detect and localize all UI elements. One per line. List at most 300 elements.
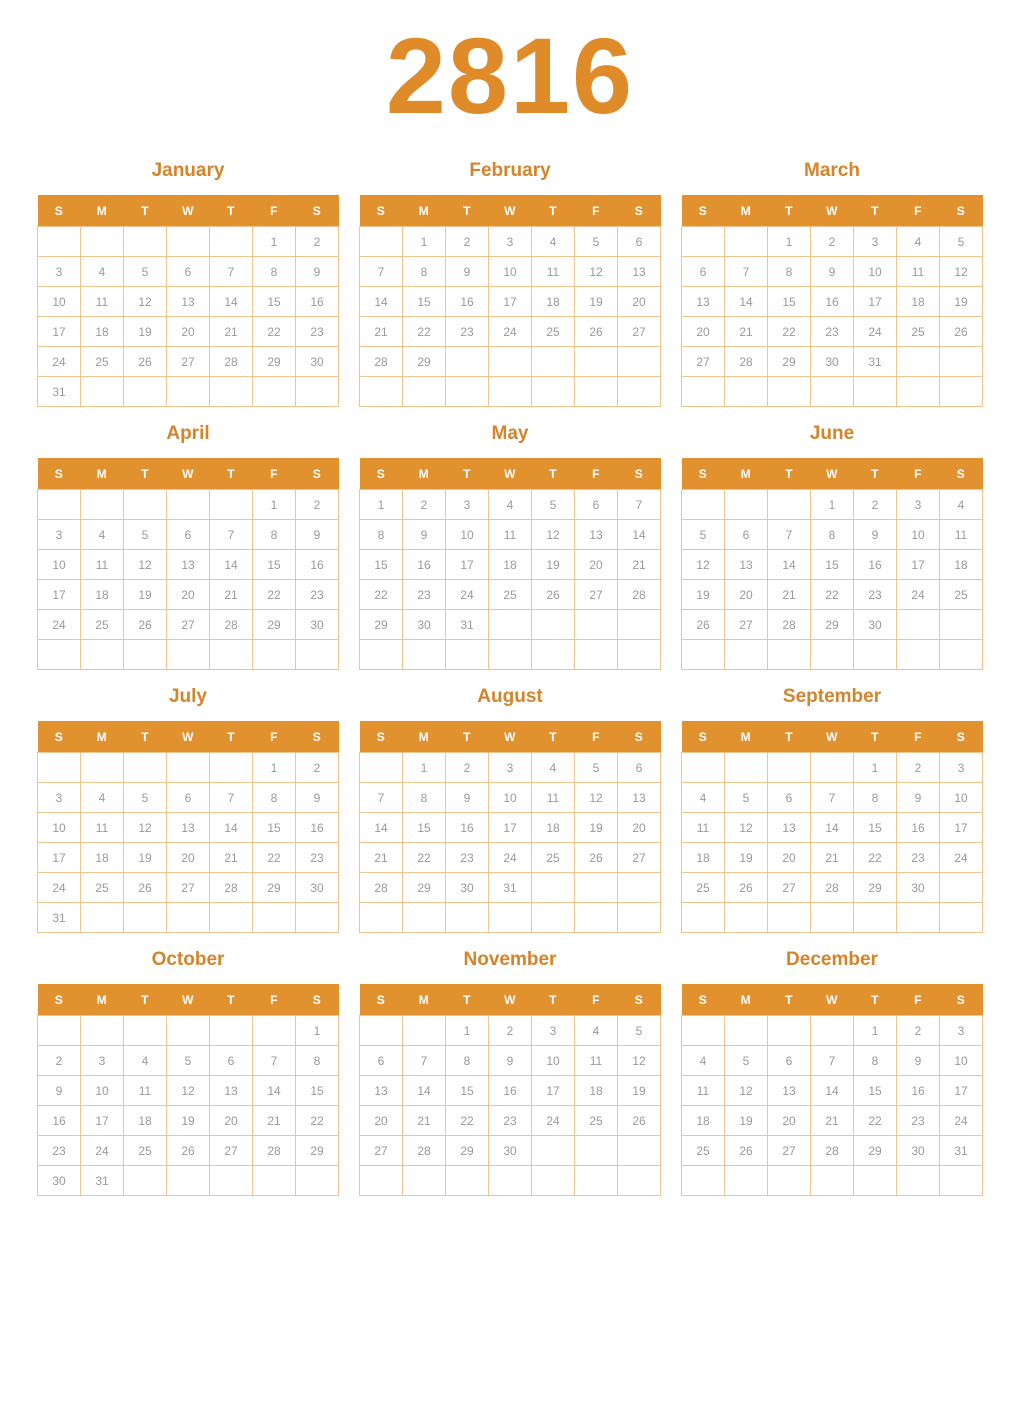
day-cell[interactable]: 24: [489, 317, 532, 347]
day-cell[interactable]: 3: [940, 1016, 983, 1046]
day-cell[interactable]: 23: [38, 1136, 81, 1166]
day-cell[interactable]: 8: [446, 1046, 489, 1076]
day-cell[interactable]: 7: [210, 783, 253, 813]
day-cell[interactable]: 7: [618, 490, 661, 520]
day-cell[interactable]: 18: [81, 580, 124, 610]
day-cell[interactable]: 1: [403, 227, 446, 257]
day-cell[interactable]: 7: [253, 1046, 296, 1076]
empty-day-cell[interactable]: [725, 753, 768, 783]
day-cell[interactable]: 14: [768, 550, 811, 580]
empty-day-cell[interactable]: [296, 640, 339, 670]
day-cell[interactable]: 10: [446, 520, 489, 550]
day-cell[interactable]: 3: [446, 490, 489, 520]
empty-day-cell[interactable]: [768, 903, 811, 933]
day-cell[interactable]: 23: [489, 1106, 532, 1136]
empty-day-cell[interactable]: [532, 1166, 575, 1196]
day-cell[interactable]: 2: [489, 1016, 532, 1046]
day-cell[interactable]: 9: [446, 257, 489, 287]
day-cell[interactable]: 22: [854, 1106, 897, 1136]
day-cell[interactable]: 13: [725, 550, 768, 580]
day-cell[interactable]: 31: [38, 903, 81, 933]
day-cell[interactable]: 5: [575, 227, 618, 257]
empty-day-cell[interactable]: [725, 1166, 768, 1196]
day-cell[interactable]: 7: [768, 520, 811, 550]
day-cell[interactable]: 18: [532, 287, 575, 317]
empty-day-cell[interactable]: [360, 753, 403, 783]
empty-day-cell[interactable]: [167, 640, 210, 670]
day-cell[interactable]: 18: [897, 287, 940, 317]
empty-day-cell[interactable]: [725, 1016, 768, 1046]
day-cell[interactable]: 26: [575, 843, 618, 873]
empty-day-cell[interactable]: [618, 1136, 661, 1166]
day-cell[interactable]: 11: [81, 287, 124, 317]
day-cell[interactable]: 19: [940, 287, 983, 317]
day-cell[interactable]: 4: [897, 227, 940, 257]
empty-day-cell[interactable]: [768, 1166, 811, 1196]
empty-day-cell[interactable]: [532, 873, 575, 903]
day-cell[interactable]: 23: [296, 843, 339, 873]
empty-day-cell[interactable]: [854, 377, 897, 407]
day-cell[interactable]: 6: [167, 783, 210, 813]
empty-day-cell[interactable]: [532, 1136, 575, 1166]
day-cell[interactable]: 14: [210, 287, 253, 317]
day-cell[interactable]: 18: [532, 813, 575, 843]
empty-day-cell[interactable]: [38, 1016, 81, 1046]
day-cell[interactable]: 30: [489, 1136, 532, 1166]
empty-day-cell[interactable]: [940, 903, 983, 933]
day-cell[interactable]: 4: [575, 1016, 618, 1046]
day-cell[interactable]: 19: [575, 287, 618, 317]
day-cell[interactable]: 30: [296, 347, 339, 377]
empty-day-cell[interactable]: [489, 347, 532, 377]
day-cell[interactable]: 20: [167, 317, 210, 347]
day-cell[interactable]: 5: [575, 753, 618, 783]
empty-day-cell[interactable]: [489, 610, 532, 640]
empty-day-cell[interactable]: [532, 610, 575, 640]
day-cell[interactable]: 21: [360, 843, 403, 873]
day-cell[interactable]: 21: [403, 1106, 446, 1136]
day-cell[interactable]: 10: [532, 1046, 575, 1076]
empty-day-cell[interactable]: [575, 377, 618, 407]
empty-day-cell[interactable]: [124, 377, 167, 407]
day-cell[interactable]: 25: [575, 1106, 618, 1136]
empty-day-cell[interactable]: [897, 1166, 940, 1196]
day-cell[interactable]: 20: [725, 580, 768, 610]
day-cell[interactable]: 23: [296, 317, 339, 347]
empty-day-cell[interactable]: [38, 227, 81, 257]
day-cell[interactable]: 15: [253, 550, 296, 580]
empty-day-cell[interactable]: [253, 903, 296, 933]
day-cell[interactable]: 20: [167, 580, 210, 610]
day-cell[interactable]: 4: [81, 257, 124, 287]
empty-day-cell[interactable]: [167, 753, 210, 783]
empty-day-cell[interactable]: [618, 347, 661, 377]
day-cell[interactable]: 20: [768, 843, 811, 873]
day-cell[interactable]: 28: [360, 347, 403, 377]
day-cell[interactable]: 23: [811, 317, 854, 347]
day-cell[interactable]: 16: [38, 1106, 81, 1136]
empty-day-cell[interactable]: [210, 753, 253, 783]
day-cell[interactable]: 17: [940, 813, 983, 843]
empty-day-cell[interactable]: [38, 753, 81, 783]
day-cell[interactable]: 29: [811, 610, 854, 640]
empty-day-cell[interactable]: [725, 640, 768, 670]
day-cell[interactable]: 23: [897, 1106, 940, 1136]
empty-day-cell[interactable]: [124, 903, 167, 933]
day-cell[interactable]: 30: [897, 1136, 940, 1166]
day-cell[interactable]: 29: [253, 873, 296, 903]
day-cell[interactable]: 13: [618, 783, 661, 813]
day-cell[interactable]: 27: [618, 843, 661, 873]
day-cell[interactable]: 22: [403, 843, 446, 873]
day-cell[interactable]: 18: [124, 1106, 167, 1136]
empty-day-cell[interactable]: [489, 903, 532, 933]
day-cell[interactable]: 9: [446, 783, 489, 813]
day-cell[interactable]: 9: [489, 1046, 532, 1076]
empty-day-cell[interactable]: [768, 490, 811, 520]
empty-day-cell[interactable]: [940, 377, 983, 407]
day-cell[interactable]: 3: [897, 490, 940, 520]
day-cell[interactable]: 30: [854, 610, 897, 640]
day-cell[interactable]: 4: [682, 783, 725, 813]
day-cell[interactable]: 12: [124, 287, 167, 317]
day-cell[interactable]: 17: [489, 287, 532, 317]
day-cell[interactable]: 29: [768, 347, 811, 377]
empty-day-cell[interactable]: [811, 640, 854, 670]
day-cell[interactable]: 13: [618, 257, 661, 287]
empty-day-cell[interactable]: [167, 1166, 210, 1196]
empty-day-cell[interactable]: [575, 640, 618, 670]
day-cell[interactable]: 24: [940, 1106, 983, 1136]
day-cell[interactable]: 9: [854, 520, 897, 550]
day-cell[interactable]: 12: [124, 813, 167, 843]
empty-day-cell[interactable]: [167, 227, 210, 257]
day-cell[interactable]: 28: [210, 347, 253, 377]
empty-day-cell[interactable]: [167, 377, 210, 407]
day-cell[interactable]: 11: [575, 1046, 618, 1076]
day-cell[interactable]: 9: [811, 257, 854, 287]
day-cell[interactable]: 22: [253, 843, 296, 873]
day-cell[interactable]: 3: [38, 257, 81, 287]
empty-day-cell[interactable]: [489, 1166, 532, 1196]
day-cell[interactable]: 27: [167, 610, 210, 640]
empty-day-cell[interactable]: [210, 490, 253, 520]
day-cell[interactable]: 19: [124, 317, 167, 347]
day-cell[interactable]: 5: [618, 1016, 661, 1046]
day-cell[interactable]: 29: [403, 347, 446, 377]
day-cell[interactable]: 9: [296, 520, 339, 550]
day-cell[interactable]: 28: [768, 610, 811, 640]
day-cell[interactable]: 13: [575, 520, 618, 550]
empty-day-cell[interactable]: [811, 1166, 854, 1196]
day-cell[interactable]: 3: [81, 1046, 124, 1076]
day-cell[interactable]: 21: [725, 317, 768, 347]
day-cell[interactable]: 17: [940, 1076, 983, 1106]
empty-day-cell[interactable]: [81, 753, 124, 783]
day-cell[interactable]: 8: [403, 257, 446, 287]
empty-day-cell[interactable]: [725, 227, 768, 257]
day-cell[interactable]: 24: [940, 843, 983, 873]
day-cell[interactable]: 19: [618, 1076, 661, 1106]
day-cell[interactable]: 19: [575, 813, 618, 843]
empty-day-cell[interactable]: [38, 640, 81, 670]
day-cell[interactable]: 1: [854, 1016, 897, 1046]
day-cell[interactable]: 27: [360, 1136, 403, 1166]
empty-day-cell[interactable]: [210, 903, 253, 933]
day-cell[interactable]: 22: [253, 317, 296, 347]
day-cell[interactable]: 25: [532, 843, 575, 873]
day-cell[interactable]: 7: [811, 783, 854, 813]
day-cell[interactable]: 15: [854, 1076, 897, 1106]
day-cell[interactable]: 16: [897, 813, 940, 843]
empty-day-cell[interactable]: [360, 1166, 403, 1196]
day-cell[interactable]: 19: [682, 580, 725, 610]
day-cell[interactable]: 15: [854, 813, 897, 843]
day-cell[interactable]: 2: [811, 227, 854, 257]
day-cell[interactable]: 13: [682, 287, 725, 317]
day-cell[interactable]: 27: [210, 1136, 253, 1166]
empty-day-cell[interactable]: [618, 903, 661, 933]
day-cell[interactable]: 3: [940, 753, 983, 783]
empty-day-cell[interactable]: [210, 1166, 253, 1196]
day-cell[interactable]: 4: [940, 490, 983, 520]
day-cell[interactable]: 24: [489, 843, 532, 873]
day-cell[interactable]: 25: [940, 580, 983, 610]
day-cell[interactable]: 6: [167, 257, 210, 287]
day-cell[interactable]: 9: [897, 783, 940, 813]
day-cell[interactable]: 17: [854, 287, 897, 317]
day-cell[interactable]: 9: [403, 520, 446, 550]
day-cell[interactable]: 23: [446, 843, 489, 873]
day-cell[interactable]: 1: [360, 490, 403, 520]
empty-day-cell[interactable]: [575, 347, 618, 377]
empty-day-cell[interactable]: [768, 753, 811, 783]
day-cell[interactable]: 26: [124, 610, 167, 640]
day-cell[interactable]: 6: [618, 227, 661, 257]
day-cell[interactable]: 29: [360, 610, 403, 640]
day-cell[interactable]: 25: [81, 347, 124, 377]
day-cell[interactable]: 22: [446, 1106, 489, 1136]
empty-day-cell[interactable]: [618, 873, 661, 903]
empty-day-cell[interactable]: [575, 610, 618, 640]
day-cell[interactable]: 20: [618, 813, 661, 843]
day-cell[interactable]: 21: [768, 580, 811, 610]
day-cell[interactable]: 11: [897, 257, 940, 287]
day-cell[interactable]: 26: [124, 873, 167, 903]
empty-day-cell[interactable]: [446, 903, 489, 933]
day-cell[interactable]: 30: [296, 610, 339, 640]
day-cell[interactable]: 28: [210, 610, 253, 640]
day-cell[interactable]: 6: [360, 1046, 403, 1076]
day-cell[interactable]: 12: [682, 550, 725, 580]
day-cell[interactable]: 24: [38, 610, 81, 640]
empty-day-cell[interactable]: [296, 1166, 339, 1196]
empty-day-cell[interactable]: [940, 347, 983, 377]
day-cell[interactable]: 16: [854, 550, 897, 580]
empty-day-cell[interactable]: [360, 1016, 403, 1046]
day-cell[interactable]: 27: [768, 1136, 811, 1166]
day-cell[interactable]: 1: [253, 227, 296, 257]
day-cell[interactable]: 10: [81, 1076, 124, 1106]
day-cell[interactable]: 3: [38, 783, 81, 813]
day-cell[interactable]: 4: [532, 753, 575, 783]
day-cell[interactable]: 10: [854, 257, 897, 287]
day-cell[interactable]: 24: [897, 580, 940, 610]
day-cell[interactable]: 22: [854, 843, 897, 873]
day-cell[interactable]: 20: [167, 843, 210, 873]
day-cell[interactable]: 13: [768, 1076, 811, 1106]
day-cell[interactable]: 18: [575, 1076, 618, 1106]
day-cell[interactable]: 20: [768, 1106, 811, 1136]
day-cell[interactable]: 18: [489, 550, 532, 580]
day-cell[interactable]: 8: [403, 783, 446, 813]
day-cell[interactable]: 23: [897, 843, 940, 873]
day-cell[interactable]: 14: [403, 1076, 446, 1106]
empty-day-cell[interactable]: [940, 610, 983, 640]
day-cell[interactable]: 17: [489, 813, 532, 843]
day-cell[interactable]: 18: [940, 550, 983, 580]
empty-day-cell[interactable]: [360, 377, 403, 407]
empty-day-cell[interactable]: [682, 490, 725, 520]
empty-day-cell[interactable]: [81, 1016, 124, 1046]
day-cell[interactable]: 6: [575, 490, 618, 520]
day-cell[interactable]: 28: [811, 1136, 854, 1166]
empty-day-cell[interactable]: [124, 753, 167, 783]
day-cell[interactable]: 22: [253, 580, 296, 610]
empty-day-cell[interactable]: [854, 640, 897, 670]
day-cell[interactable]: 5: [940, 227, 983, 257]
empty-day-cell[interactable]: [210, 227, 253, 257]
empty-day-cell[interactable]: [575, 903, 618, 933]
day-cell[interactable]: 28: [725, 347, 768, 377]
day-cell[interactable]: 13: [167, 287, 210, 317]
day-cell[interactable]: 17: [38, 843, 81, 873]
day-cell[interactable]: 18: [81, 843, 124, 873]
day-cell[interactable]: 4: [81, 783, 124, 813]
day-cell[interactable]: 15: [811, 550, 854, 580]
day-cell[interactable]: 21: [253, 1106, 296, 1136]
empty-day-cell[interactable]: [81, 490, 124, 520]
day-cell[interactable]: 18: [81, 317, 124, 347]
day-cell[interactable]: 24: [446, 580, 489, 610]
empty-day-cell[interactable]: [618, 377, 661, 407]
day-cell[interactable]: 2: [296, 490, 339, 520]
day-cell[interactable]: 5: [532, 490, 575, 520]
day-cell[interactable]: 1: [446, 1016, 489, 1046]
day-cell[interactable]: 10: [940, 1046, 983, 1076]
day-cell[interactable]: 1: [811, 490, 854, 520]
day-cell[interactable]: 28: [360, 873, 403, 903]
day-cell[interactable]: 20: [618, 287, 661, 317]
day-cell[interactable]: 5: [725, 1046, 768, 1076]
day-cell[interactable]: 26: [167, 1136, 210, 1166]
day-cell[interactable]: 30: [446, 873, 489, 903]
day-cell[interactable]: 15: [768, 287, 811, 317]
empty-day-cell[interactable]: [253, 1166, 296, 1196]
empty-day-cell[interactable]: [618, 1166, 661, 1196]
empty-day-cell[interactable]: [210, 377, 253, 407]
day-cell[interactable]: 16: [446, 287, 489, 317]
day-cell[interactable]: 29: [446, 1136, 489, 1166]
day-cell[interactable]: 29: [403, 873, 446, 903]
empty-day-cell[interactable]: [296, 377, 339, 407]
day-cell[interactable]: 12: [124, 550, 167, 580]
day-cell[interactable]: 14: [253, 1076, 296, 1106]
empty-day-cell[interactable]: [897, 347, 940, 377]
day-cell[interactable]: 3: [532, 1016, 575, 1046]
day-cell[interactable]: 14: [618, 520, 661, 550]
day-cell[interactable]: 16: [897, 1076, 940, 1106]
empty-day-cell[interactable]: [210, 1016, 253, 1046]
day-cell[interactable]: 14: [210, 813, 253, 843]
day-cell[interactable]: 19: [532, 550, 575, 580]
day-cell[interactable]: 16: [296, 813, 339, 843]
empty-day-cell[interactable]: [575, 1136, 618, 1166]
day-cell[interactable]: 31: [81, 1166, 124, 1196]
empty-day-cell[interactable]: [446, 640, 489, 670]
day-cell[interactable]: 24: [38, 347, 81, 377]
empty-day-cell[interactable]: [682, 227, 725, 257]
empty-day-cell[interactable]: [253, 640, 296, 670]
day-cell[interactable]: 12: [725, 1076, 768, 1106]
day-cell[interactable]: 15: [253, 287, 296, 317]
day-cell[interactable]: 8: [768, 257, 811, 287]
day-cell[interactable]: 14: [360, 813, 403, 843]
day-cell[interactable]: 1: [296, 1016, 339, 1046]
day-cell[interactable]: 5: [124, 520, 167, 550]
day-cell[interactable]: 6: [768, 783, 811, 813]
empty-day-cell[interactable]: [575, 1166, 618, 1196]
empty-day-cell[interactable]: [682, 377, 725, 407]
empty-day-cell[interactable]: [725, 490, 768, 520]
day-cell[interactable]: 10: [489, 257, 532, 287]
day-cell[interactable]: 4: [489, 490, 532, 520]
day-cell[interactable]: 4: [81, 520, 124, 550]
day-cell[interactable]: 29: [296, 1136, 339, 1166]
day-cell[interactable]: 5: [124, 783, 167, 813]
day-cell[interactable]: 15: [296, 1076, 339, 1106]
day-cell[interactable]: 29: [854, 873, 897, 903]
day-cell[interactable]: 25: [81, 873, 124, 903]
day-cell[interactable]: 9: [296, 257, 339, 287]
day-cell[interactable]: 6: [618, 753, 661, 783]
empty-day-cell[interactable]: [854, 903, 897, 933]
day-cell[interactable]: 11: [532, 257, 575, 287]
day-cell[interactable]: 26: [940, 317, 983, 347]
day-cell[interactable]: 28: [811, 873, 854, 903]
day-cell[interactable]: 25: [81, 610, 124, 640]
day-cell[interactable]: 19: [725, 843, 768, 873]
day-cell[interactable]: 22: [811, 580, 854, 610]
empty-day-cell[interactable]: [897, 903, 940, 933]
day-cell[interactable]: 8: [360, 520, 403, 550]
day-cell[interactable]: 16: [811, 287, 854, 317]
day-cell[interactable]: 26: [725, 1136, 768, 1166]
empty-day-cell[interactable]: [489, 640, 532, 670]
day-cell[interactable]: 7: [725, 257, 768, 287]
empty-day-cell[interactable]: [682, 903, 725, 933]
day-cell[interactable]: 29: [253, 610, 296, 640]
day-cell[interactable]: 2: [296, 227, 339, 257]
day-cell[interactable]: 12: [940, 257, 983, 287]
day-cell[interactable]: 25: [682, 1136, 725, 1166]
empty-day-cell[interactable]: [403, 377, 446, 407]
day-cell[interactable]: 13: [167, 813, 210, 843]
empty-day-cell[interactable]: [725, 377, 768, 407]
empty-day-cell[interactable]: [124, 640, 167, 670]
day-cell[interactable]: 24: [532, 1106, 575, 1136]
day-cell[interactable]: 20: [360, 1106, 403, 1136]
